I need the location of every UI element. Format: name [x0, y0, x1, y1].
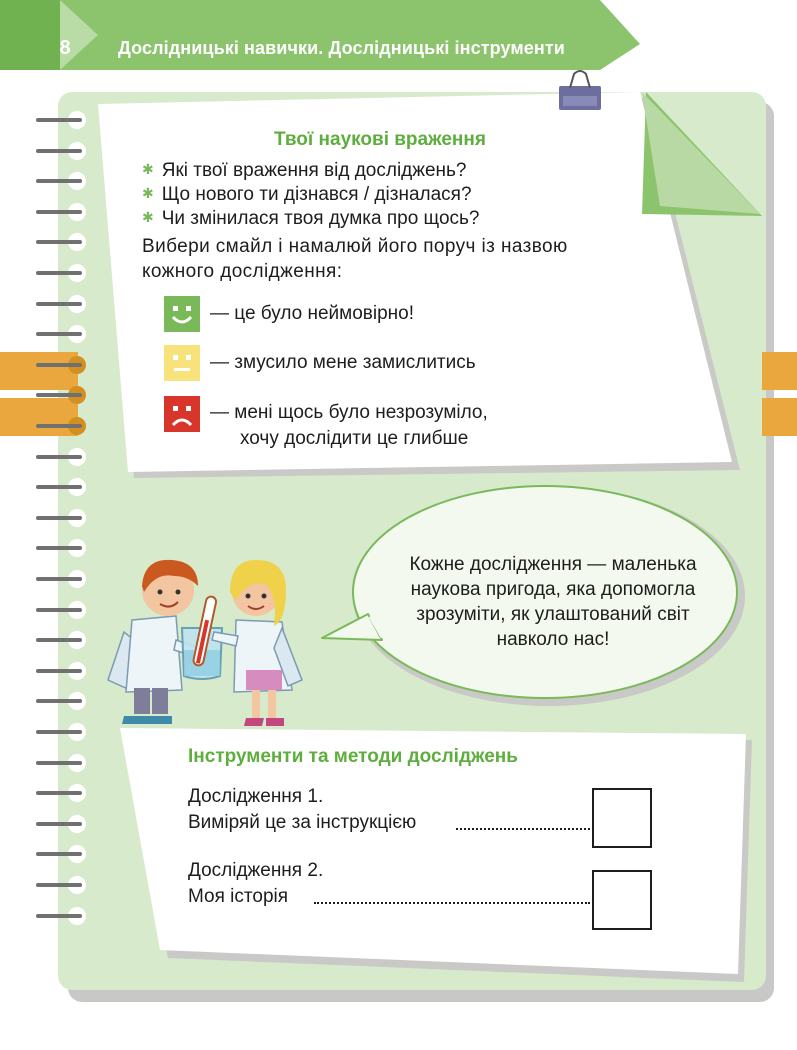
happy-label: — це було неймовірно! — [210, 303, 415, 324]
research-2-text: Моя історія — [188, 886, 289, 907]
tools-title: Інструменти та методи досліджень — [188, 746, 518, 767]
question-2: ✱ Що нового ти дізнався / дізналася? — [142, 184, 472, 205]
research-1-dotted-line[interactable] — [456, 828, 590, 830]
asterisk-icon: ✱ — [142, 209, 154, 225]
research-2-label: Дослідження 2. — [188, 860, 324, 881]
asterisk-icon: ✱ — [142, 185, 154, 201]
page-number: 8 — [59, 37, 71, 59]
bubble-text: Кожне дослідження — маленька наукова пригода, яка допомогла зрозуміти, як улаштований світ навколо нас! — [409, 554, 697, 650]
impressions-title: Твої наукові враження — [274, 129, 486, 150]
research-2-smile-box[interactable] — [592, 870, 652, 930]
kids-scientists-illustration — [96, 540, 326, 740]
neutral-label: — змусило мене замислитись — [210, 352, 476, 373]
asterisk-icon: ✱ — [142, 161, 154, 177]
sad-label-line-1: — мені щось було незрозуміло, — [210, 402, 488, 423]
girl-figure — [212, 560, 302, 726]
research-1-label: Дослідження 1. — [188, 786, 324, 807]
instruction-line-2: кожного дослідження: — [142, 261, 343, 282]
sad-label-line-2: хочу дослідити це глибше — [240, 428, 469, 449]
question-1: ✱ Які твої враження від досліджень? — [142, 160, 467, 181]
research-2-dotted-line[interactable] — [314, 902, 590, 904]
instruction-line-1: Вибери смайл і намалюй його поруч із назвою — [142, 236, 568, 257]
page-title: Дослідницькі навички. Дослідницькі інструменти — [118, 38, 565, 58]
question-3: ✱ Чи змінилася твоя думка про щось? — [142, 208, 480, 229]
research-1-smile-box[interactable] — [592, 788, 652, 848]
research-1-text: Виміряй це за інструкцією — [188, 812, 417, 833]
